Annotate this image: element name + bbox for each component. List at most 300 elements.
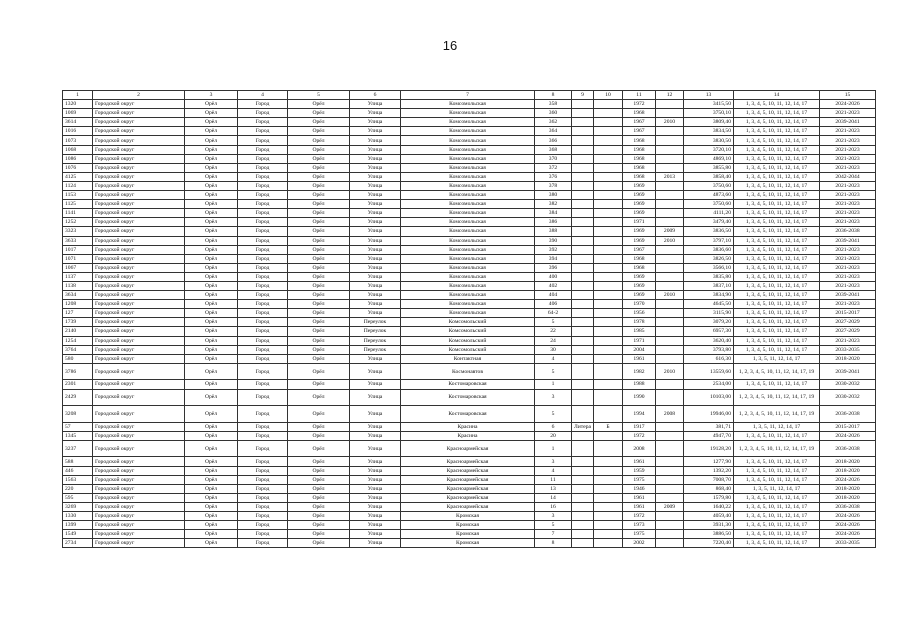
table-cell: 1967 xyxy=(623,127,656,136)
table-cell: 7220,40 xyxy=(684,539,734,548)
table-cell: 2021-2023 xyxy=(820,254,876,263)
table-cell: Орёл xyxy=(288,363,350,380)
table-cell: Город xyxy=(238,154,288,163)
table-row xyxy=(63,227,876,236)
table-cell: 1254 xyxy=(63,336,93,345)
table-cell: Улица xyxy=(350,363,401,380)
table-cell xyxy=(572,336,594,345)
table-cell: 220 xyxy=(63,484,93,493)
table-cell xyxy=(594,493,623,502)
table-cell: 2301 xyxy=(63,380,93,389)
table-cell: 8 xyxy=(535,539,572,548)
table-cell: 24 xyxy=(535,336,572,345)
table-cell xyxy=(594,209,623,218)
table-cell: Орёл xyxy=(288,100,350,109)
table-cell: 381,71 xyxy=(684,422,734,431)
table-cell: Красноармейская xyxy=(401,466,535,475)
table-cell: Город xyxy=(238,406,288,423)
table-cell: Орёл xyxy=(185,345,238,354)
table-cell: Городской округ xyxy=(93,336,185,345)
table-cell: Город xyxy=(238,502,288,511)
table-cell xyxy=(656,422,684,431)
table-cell: 2021-2023 xyxy=(820,200,876,209)
table-row xyxy=(63,363,876,380)
table-cell: Орёл xyxy=(185,354,238,363)
table-cell: Орёл xyxy=(288,118,350,127)
table-cell: Орёл xyxy=(185,466,238,475)
table-cell xyxy=(656,389,684,406)
column-header: 3 xyxy=(185,91,238,100)
table-row xyxy=(63,389,876,406)
table-cell xyxy=(594,431,623,440)
table-cell: 1968 xyxy=(623,154,656,163)
table-cell: 380 xyxy=(535,191,572,200)
table-cell xyxy=(572,291,594,300)
table-cell: 1, 3, 4, 5, 10, 11, 12, 14, 17 xyxy=(734,457,820,466)
table-cell: 3323 xyxy=(63,227,93,236)
table-cell: 2024-2026 xyxy=(820,475,876,484)
column-header: 5 xyxy=(288,91,350,100)
table-cell: 1141 xyxy=(63,209,93,218)
table-cell: 2021-2023 xyxy=(820,218,876,227)
table-cell: Улица xyxy=(350,181,401,190)
table-cell: 1086 xyxy=(63,154,93,163)
table-cell xyxy=(594,145,623,154)
table-cell: Улица xyxy=(350,300,401,309)
table-cell: Орёл xyxy=(185,109,238,118)
table-cell xyxy=(594,263,623,272)
table-cell: Орёл xyxy=(185,263,238,272)
table-cell: 2030-2032 xyxy=(820,389,876,406)
table-cell xyxy=(594,345,623,354)
table-row xyxy=(63,263,876,272)
table-cell: Орёл xyxy=(185,475,238,484)
table-cell: Город xyxy=(238,493,288,502)
table-cell: 1988 xyxy=(623,380,656,389)
table-cell xyxy=(656,145,684,154)
table-cell: 2010 xyxy=(656,363,684,380)
table-cell: 1, 3, 4, 5, 10, 11, 12, 14, 17 xyxy=(734,127,820,136)
column-header: 7 xyxy=(401,91,535,100)
table-row xyxy=(63,181,876,190)
table-cell: Город xyxy=(238,245,288,254)
table-cell: 2018-2020 xyxy=(820,457,876,466)
table-cell: 1076 xyxy=(63,163,93,172)
table-cell: 364 xyxy=(535,127,572,136)
table-cell: Город xyxy=(238,422,288,431)
table-cell: 2039-2041 xyxy=(820,118,876,127)
table-cell: 3834,90 xyxy=(684,291,734,300)
table-cell: 370 xyxy=(535,154,572,163)
table-cell: 388 xyxy=(535,227,572,236)
table-cell xyxy=(594,300,623,309)
table-cell: 4125 xyxy=(63,172,93,181)
table-cell: 5 xyxy=(535,318,572,327)
table-cell: 1985 xyxy=(623,327,656,336)
table-cell: 1969 xyxy=(623,191,656,200)
table-cell: 2021-2023 xyxy=(820,127,876,136)
table-cell xyxy=(594,254,623,263)
table-cell: 2021-2023 xyxy=(820,163,876,172)
table-cell: Комсомольская xyxy=(401,263,535,272)
table-cell: Орёл xyxy=(185,521,238,530)
table-cell xyxy=(572,191,594,200)
table-cell: Комсомольская xyxy=(401,236,535,245)
table-cell: 1, 3, 4, 5, 10, 11, 12, 14, 17 xyxy=(734,493,820,502)
table-cell: 3 xyxy=(535,457,572,466)
table-row xyxy=(63,422,876,431)
table-cell: 127 xyxy=(63,309,93,318)
table-cell: Городской округ xyxy=(93,466,185,475)
table-row xyxy=(63,154,876,163)
table-row xyxy=(63,466,876,475)
table-cell: Костомаровская xyxy=(401,380,535,389)
table-cell: Орёл xyxy=(288,466,350,475)
table-row xyxy=(63,300,876,309)
table-cell: 1, 3, 4, 5, 10, 11, 12, 14, 17 xyxy=(734,272,820,281)
table-cell: Орёл xyxy=(288,502,350,511)
table-cell xyxy=(594,475,623,484)
table-cell: 1, 3, 4, 5, 10, 11, 12, 14, 17 xyxy=(734,263,820,272)
table-cell: 386 xyxy=(535,218,572,227)
table-cell: 2013 xyxy=(656,172,684,181)
table-cell: 1, 3, 4, 5, 10, 11, 12, 14, 17 xyxy=(734,466,820,475)
table-cell: 3 xyxy=(535,512,572,521)
table-cell xyxy=(572,363,594,380)
table-cell: Кромская xyxy=(401,521,535,530)
table-row xyxy=(63,236,876,245)
table-cell: 3269 xyxy=(63,502,93,511)
table-cell: Красноармейская xyxy=(401,484,535,493)
table-cell: Улица xyxy=(350,263,401,272)
table-row xyxy=(63,245,876,254)
table-cell: Орёл xyxy=(288,431,350,440)
table-cell xyxy=(594,380,623,389)
table-cell: 3836,60 xyxy=(684,245,734,254)
table-cell: 1, 3, 4, 5, 10, 11, 12, 14, 17 xyxy=(734,300,820,309)
table-cell: 2009 xyxy=(656,227,684,236)
table-cell xyxy=(594,200,623,209)
table-row xyxy=(63,254,876,263)
table-cell: Орёл xyxy=(288,309,350,318)
table-cell: Улица xyxy=(350,236,401,245)
table-cell: 5 xyxy=(535,363,572,380)
table-cell: Орёл xyxy=(288,172,350,181)
table-cell: 404 xyxy=(535,291,572,300)
table-cell: 1, 3, 4, 5, 10, 11, 12, 14, 17 xyxy=(734,118,820,127)
table-cell: 3620,40 xyxy=(684,336,734,345)
table-cell: 2021-2023 xyxy=(820,181,876,190)
column-header: 10 xyxy=(594,91,623,100)
table-cell: 1971 xyxy=(623,218,656,227)
table-cell: Орёл xyxy=(185,406,238,423)
table-cell: Комсомольская xyxy=(401,245,535,254)
table-cell xyxy=(594,136,623,145)
table-cell xyxy=(656,245,684,254)
table-cell: 2429 xyxy=(63,389,93,406)
table-cell: 1, 3, 4, 5, 10, 11, 12, 14, 17 xyxy=(734,512,820,521)
table-cell xyxy=(572,440,594,457)
table-cell: 1067 xyxy=(63,263,93,272)
table-cell: 1320 xyxy=(63,100,93,109)
table-cell: 1563 xyxy=(63,475,93,484)
table-cell: 1016 xyxy=(63,127,93,136)
table-cell: 2024-2026 xyxy=(820,512,876,521)
table-cell: Улица xyxy=(350,502,401,511)
table-cell xyxy=(656,200,684,209)
table-cell: 2021-2023 xyxy=(820,281,876,290)
table-cell xyxy=(656,327,684,336)
table-cell: 1990 xyxy=(623,389,656,406)
table-cell: 1, 3, 4, 5, 10, 11, 12, 14, 17 xyxy=(734,109,820,118)
table-cell: Комсомольский xyxy=(401,327,535,336)
table-cell: 4645,50 xyxy=(684,300,734,309)
table-cell: 14 xyxy=(535,493,572,502)
table-cell: 1972 xyxy=(623,100,656,109)
table-cell xyxy=(594,127,623,136)
table-cell xyxy=(572,263,594,272)
table-cell: 3809,40 xyxy=(684,118,734,127)
table-row xyxy=(63,109,876,118)
table-cell: 2021-2023 xyxy=(820,136,876,145)
table-cell xyxy=(594,363,623,380)
table-cell xyxy=(594,354,623,363)
table-cell xyxy=(656,493,684,502)
table-cell: Городской округ xyxy=(93,300,185,309)
table-cell: Улица xyxy=(350,191,401,200)
table-cell: Улица xyxy=(350,245,401,254)
table-cell xyxy=(656,154,684,163)
table-cell: Город xyxy=(238,431,288,440)
table-cell: Городской округ xyxy=(93,200,185,209)
table-cell xyxy=(572,521,594,530)
table-cell: 1961 xyxy=(623,354,656,363)
table-cell: 2021-2023 xyxy=(820,109,876,118)
table-cell: Орёл xyxy=(185,440,238,457)
table-cell: 1968 xyxy=(623,254,656,263)
table-cell: 616,30 xyxy=(684,354,734,363)
table-cell xyxy=(594,502,623,511)
table-cell: 1, 3, 4, 5, 10, 11, 12, 14, 17 xyxy=(734,530,820,539)
table-cell: Городской округ xyxy=(93,309,185,318)
table-cell: Городской округ xyxy=(93,281,185,290)
table-cell: Орёл xyxy=(288,493,350,502)
table-cell: 1392,20 xyxy=(684,466,734,475)
table-cell xyxy=(594,406,623,423)
table-cell xyxy=(656,254,684,263)
table-cell xyxy=(572,475,594,484)
table-cell: 2004 xyxy=(623,345,656,354)
table-cell: Кромская xyxy=(401,530,535,539)
table-cell: 1, 3, 4, 5, 10, 11, 12, 14, 17 xyxy=(734,309,820,318)
table-row xyxy=(63,281,876,290)
table-cell: 1969 xyxy=(623,236,656,245)
table-row xyxy=(63,431,876,440)
table-cell xyxy=(572,127,594,136)
table-cell: Комсомольская xyxy=(401,109,535,118)
table-cell: 4947,70 xyxy=(684,431,734,440)
table-cell: 3079,20 xyxy=(684,318,734,327)
table-row xyxy=(63,512,876,521)
table-cell: Город xyxy=(238,136,288,145)
table-row xyxy=(63,475,876,484)
table-cell xyxy=(572,200,594,209)
table-cell: 16 xyxy=(535,502,572,511)
table-cell: 2036-2038 xyxy=(820,227,876,236)
table-cell: 2021-2023 xyxy=(820,191,876,200)
table-cell: Городской округ xyxy=(93,422,185,431)
table-cell: Городской округ xyxy=(93,363,185,380)
table-cell: 1, 3, 4, 5, 10, 11, 12, 14, 17 xyxy=(734,163,820,172)
table-cell xyxy=(572,254,594,263)
table-cell: Комсомольская xyxy=(401,209,535,218)
table-cell: 1125 xyxy=(63,200,93,209)
table-cell: 3836,50 xyxy=(684,227,734,236)
table-cell: Орёл xyxy=(288,475,350,484)
table-cell xyxy=(656,380,684,389)
table-cell: Городской округ xyxy=(93,181,185,190)
table-cell xyxy=(594,318,623,327)
table-cell: 3837,10 xyxy=(684,281,734,290)
table-cell xyxy=(656,127,684,136)
table-cell: 392 xyxy=(535,245,572,254)
table-cell: Городской округ xyxy=(93,109,185,118)
table-cell xyxy=(656,530,684,539)
column-header: 13 xyxy=(684,91,734,100)
table-cell: Город xyxy=(238,127,288,136)
table-cell: Комсомольская xyxy=(401,136,535,145)
table-cell: 1138 xyxy=(63,281,93,290)
table-cell: 3835,80 xyxy=(684,272,734,281)
table-cell xyxy=(594,309,623,318)
table-cell: Орёл xyxy=(185,181,238,190)
table-cell: 2039-2041 xyxy=(820,291,876,300)
table-cell: 2036-2038 xyxy=(820,502,876,511)
table-cell: Комсомольская xyxy=(401,291,535,300)
table-cell xyxy=(656,457,684,466)
table-cell: 1, 3, 4, 5, 10, 11, 12, 14, 17 xyxy=(734,181,820,190)
table-row xyxy=(63,318,876,327)
table-cell: Комсомольская xyxy=(401,218,535,227)
table-cell: Улица xyxy=(350,389,401,406)
table-cell: Город xyxy=(238,200,288,209)
table-cell xyxy=(572,227,594,236)
table-cell: Красноармейская xyxy=(401,475,535,484)
table-row xyxy=(63,136,876,145)
table-cell: Городской округ xyxy=(93,440,185,457)
table-cell: Комсомольская xyxy=(401,309,535,318)
table-cell: Городской округ xyxy=(93,118,185,127)
table-cell: 1, 3, 4, 5, 10, 11, 12, 14, 17 xyxy=(734,475,820,484)
table-cell: Улица xyxy=(350,100,401,109)
table-cell xyxy=(572,327,594,336)
table-cell: Костомаровская xyxy=(401,389,535,406)
table-cell: 2024-2026 xyxy=(820,431,876,440)
table-cell: Городской округ xyxy=(93,318,185,327)
table-cell xyxy=(656,354,684,363)
table-cell: Орёл xyxy=(185,431,238,440)
table-cell: Орёл xyxy=(185,389,238,406)
column-header: 4 xyxy=(238,91,288,100)
column-header: 11 xyxy=(623,91,656,100)
table-cell xyxy=(594,327,623,336)
table-cell: Городской округ xyxy=(93,380,185,389)
table-cell xyxy=(572,406,594,423)
table-cell: Комсомольская xyxy=(401,172,535,181)
table-cell: 3 xyxy=(535,389,572,406)
table-row xyxy=(63,530,876,539)
column-header: 8 xyxy=(535,91,572,100)
table-cell: Город xyxy=(238,354,288,363)
table-cell: 588 xyxy=(63,457,93,466)
table-cell: Городской округ xyxy=(93,457,185,466)
table-cell: Орёл xyxy=(288,484,350,493)
page-number: 16 xyxy=(442,38,458,53)
table-cell: Городской округ xyxy=(93,502,185,511)
table-cell: 13559,60 xyxy=(684,363,734,380)
table-cell: 1, 3, 4, 5, 10, 11, 12, 14, 17 xyxy=(734,245,820,254)
table-cell: 1, 3, 4, 5, 10, 11, 12, 14, 17 xyxy=(734,318,820,327)
table-cell: Орёл xyxy=(288,127,350,136)
table-cell xyxy=(572,245,594,254)
table-cell: 2021-2023 xyxy=(820,272,876,281)
table-cell: Кромская xyxy=(401,512,535,521)
table-cell: 1, 3, 5, 11, 12, 14, 17 xyxy=(734,354,820,363)
table-cell: Улица xyxy=(350,406,401,423)
table-cell: Город xyxy=(238,530,288,539)
table-cell: Орёл xyxy=(288,380,350,389)
table-cell: 2010 xyxy=(656,291,684,300)
table-cell: Улица xyxy=(350,309,401,318)
table-cell: 366 xyxy=(535,136,572,145)
table-cell: 3830,50 xyxy=(684,136,734,145)
table-cell: 358 xyxy=(535,100,572,109)
table-row xyxy=(63,406,876,423)
table-cell: Улица xyxy=(350,127,401,136)
table-cell: Улица xyxy=(350,154,401,163)
table-cell: Литера xyxy=(572,422,594,431)
table-cell xyxy=(656,336,684,345)
table-cell: Комсомольская xyxy=(401,118,535,127)
table-cell: Городской округ xyxy=(93,218,185,227)
table-cell: 1, 3, 4, 5, 10, 11, 12, 14, 17 xyxy=(734,227,820,236)
table-cell: Орёл xyxy=(185,154,238,163)
table-cell: Улица xyxy=(350,431,401,440)
table-cell xyxy=(594,281,623,290)
table-cell: Город xyxy=(238,440,288,457)
table-cell: Орёл xyxy=(185,254,238,263)
table-cell: 400 xyxy=(535,272,572,281)
table-cell: 1069 xyxy=(63,109,93,118)
table-cell: Орёл xyxy=(185,245,238,254)
table-cell: 1, 3, 4, 5, 10, 11, 12, 14, 17 xyxy=(734,218,820,227)
table-cell: Переулок xyxy=(350,336,401,345)
table-cell: Орёл xyxy=(288,521,350,530)
table-cell: 2010 xyxy=(656,236,684,245)
table-cell: Комсомольская xyxy=(401,272,535,281)
table-cell: Орёл xyxy=(288,512,350,521)
table-cell: 1, 3, 4, 5, 10, 11, 12, 14, 17 xyxy=(734,281,820,290)
table-row xyxy=(63,291,876,300)
table-cell: Городской округ xyxy=(93,484,185,493)
table-cell: 1961 xyxy=(623,502,656,511)
table-cell: Городской округ xyxy=(93,227,185,236)
table-cell: Улица xyxy=(350,172,401,181)
table-cell: Орёл xyxy=(185,484,238,493)
table-cell: 1969 xyxy=(623,227,656,236)
table-cell: 1968 xyxy=(623,172,656,181)
table-cell: 1 xyxy=(535,440,572,457)
